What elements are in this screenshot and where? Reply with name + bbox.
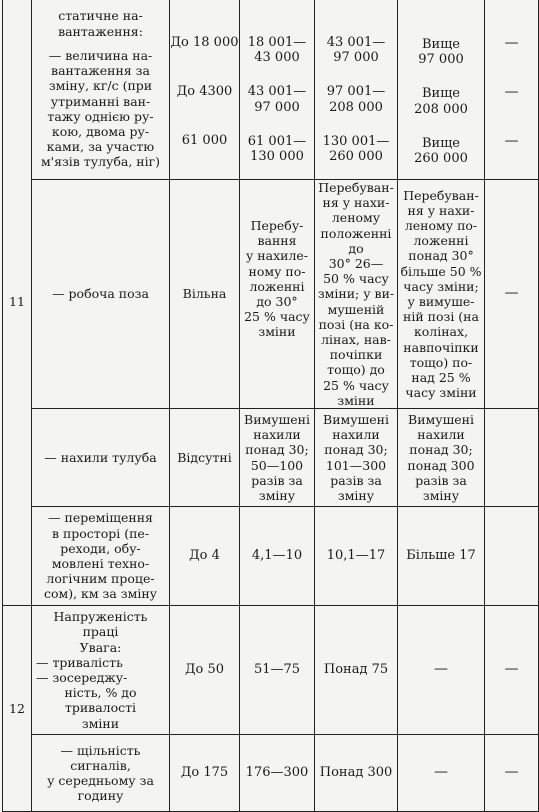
movement-col5 (485, 507, 539, 606)
attention-col2: 51—75 (240, 606, 315, 735)
table-row (3, 606, 539, 735)
movement-col1: До 4 (170, 507, 240, 606)
signals-col3: Понад 300 (315, 735, 398, 812)
bends-col1: Відсутні (170, 409, 240, 507)
movement-label: — переміщення в просторі (пе- реходи, обу- мовлені техно- логічним процe- сом), км за зміну (32, 507, 170, 606)
table-row (3, 735, 539, 812)
attention-col4: — (398, 606, 485, 735)
static-load-col1: До 18 000 До 4300 61 000 (170, 0, 240, 180)
static-load-label: статичне на- вантаження: — величина на- вантаження за зміну, кг/с (при утриманні ван- тажу однією ру- кою, двома ру- ками, за участю м'язів тулуба, ніг) (32, 0, 170, 180)
row-number-11: 11 (3, 0, 32, 606)
bends-col4: Вимушені нахили понад 30; понад 300 разів за зміну (398, 409, 485, 507)
static-load-col5: — — — (485, 0, 539, 180)
attention-col1: До 50 (170, 606, 240, 735)
posture-col2: Перебу- вання у нахиле- ному по- ложенні до 30° 25 % часу зміни (240, 180, 315, 409)
bends-col3: Вимушені нахили понад 30; 101—300 разів за зміну (315, 409, 398, 507)
row-number-12: 12 (3, 606, 32, 812)
static-load-col3: 43 001— 97 000 97 001— 208 000 130 001— 260 000 (315, 0, 398, 180)
movement-col4: Більше 17 (398, 507, 485, 606)
signals-col5: — (485, 735, 539, 812)
posture-col3: Перебуван- ня у нахи- леному положенні до 30° 26— 50 % часу зміни; у ви- мушеній позі (на ко- лінах, нав- почіпки тощо) до 25 % часу зміни (315, 180, 398, 409)
movement-col3: 10,1—17 (315, 507, 398, 606)
table-row (3, 180, 539, 409)
signals-col2: 176—300 (240, 735, 315, 812)
attention-col3: Понад 75 (315, 606, 398, 735)
signals-col4: — (398, 735, 485, 812)
table-row (3, 0, 539, 180)
attention-label: Напруженість праці Увага: — тривалість — зосереджу- ність, % до тривалості зміни (32, 606, 170, 735)
table-row (3, 409, 539, 507)
posture-col4: Перебуван- ня у нахи- леному по- ложенні понад 30° більше 50 % часу зміни; у вимуше- ній позі (на колінах, навпочіпки тощо) по- над 25 % часу зміни (398, 180, 485, 409)
bends-col2: Вимушені нахили понад 30; 50—100 разів за зміну (240, 409, 315, 507)
bends-col5 (485, 409, 539, 507)
attention-col5: — (485, 606, 539, 735)
signals-col1: До 175 (170, 735, 240, 812)
bends-label: — нахили тулуба (32, 409, 170, 507)
table-row (3, 507, 539, 606)
movement-col2: 4,1—10 (240, 507, 315, 606)
static-load-col4: Вище 97 000 Вище 208 000 Вище 260 000 (398, 0, 485, 180)
signals-label: — щільність сигналів, у середньому за годину (32, 735, 170, 812)
static-load-col2: 18 001— 43 000 43 001— 97 000 61 001— 130 000 (240, 0, 315, 180)
hygiene-classification-table (2, 0, 539, 812)
posture-col5: — (485, 180, 539, 409)
posture-label: — робоча поза (32, 180, 170, 409)
posture-col1: Вільна (170, 180, 240, 409)
